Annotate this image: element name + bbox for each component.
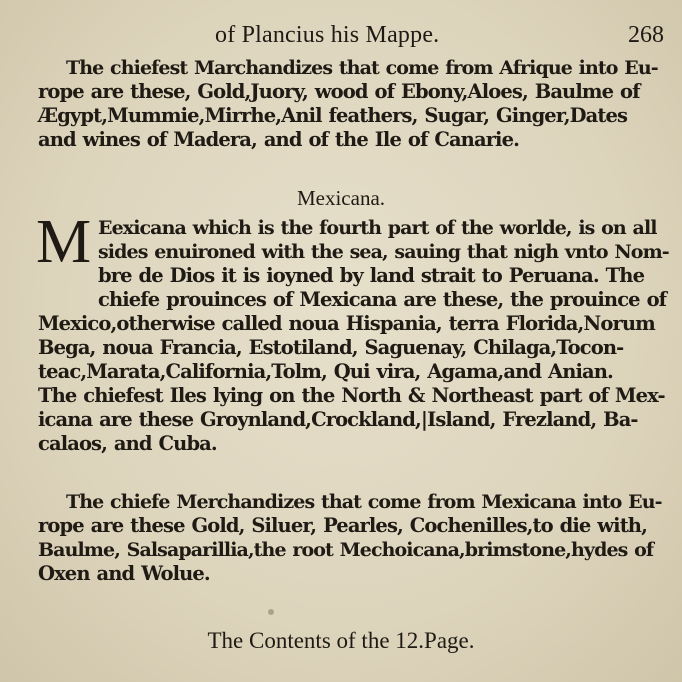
text-line: The chiefest Marchandizes that come from Afrique into Eu- bbox=[66, 57, 658, 79]
running-head: of Plancius his Mappe. bbox=[215, 22, 440, 48]
section-title: Mexicana. bbox=[296, 186, 386, 210]
text-line: chiefe prouinces of Mexicana are these, the prouince of bbox=[98, 288, 667, 311]
ink-dot-ornament bbox=[268, 609, 274, 615]
text-line: Bega, noua Francia, Estotiland, Saguenay, Chilaga,Tocon- bbox=[38, 336, 624, 359]
text-line: The chiefe Merchandizes that come from Mexicana into Eu- bbox=[66, 491, 662, 513]
text-line: sides enuironed with the sea, sauing that nigh vnto Nom- bbox=[98, 241, 669, 263]
text-line: Ægypt,Mummie,Mirrhe,Anil feathers, Sugar, Ginger,Dates bbox=[38, 104, 628, 127]
text-line: calaos, and Cuba. bbox=[38, 432, 217, 455]
text-line: icana are these Groynland,Crockland,|Island, Frezland, Ba- bbox=[38, 408, 638, 431]
merchandise-paragraph bbox=[38, 490, 670, 586]
text-line: Oxen and Wolue. bbox=[38, 562, 210, 585]
text-line: Baulme, Salsaparillia,the root Mechoicana,brimstone,hydes of bbox=[38, 539, 654, 561]
text-line: and wines of Madera, and of the Ile of Canarie. bbox=[38, 128, 519, 151]
text-line: rope are these, Gold,Juory, wood of Ebony,Aloes, Baulme of bbox=[38, 80, 640, 103]
page-header bbox=[215, 22, 668, 52]
text-line: teac,Marata,California,Tolm, Qui vira, Agama,and Anian. bbox=[38, 360, 613, 383]
text-line: rope are these Gold, Siluer, Pearles, Cochenilles,to die with, bbox=[38, 514, 647, 537]
text-line: bre de Dios it is ioyned by land strait to Peruana. The bbox=[98, 264, 645, 287]
catchline: The Contents of the 12.Page. bbox=[207, 628, 475, 653]
afrique-paragraph bbox=[38, 56, 670, 152]
page-number: 268 bbox=[628, 22, 664, 48]
text-line: Mexico,otherwise called noua Hispania, terra Florida,Norum bbox=[38, 312, 655, 335]
mexicana-paragraph bbox=[38, 216, 670, 456]
drop-cap: M bbox=[36, 208, 92, 276]
text-line: The chiefest Iles lying on the North & Northeast part of Mex- bbox=[38, 384, 665, 407]
text-line: Eexicana which is the fourth part of the worlde, is on all bbox=[98, 217, 657, 239]
